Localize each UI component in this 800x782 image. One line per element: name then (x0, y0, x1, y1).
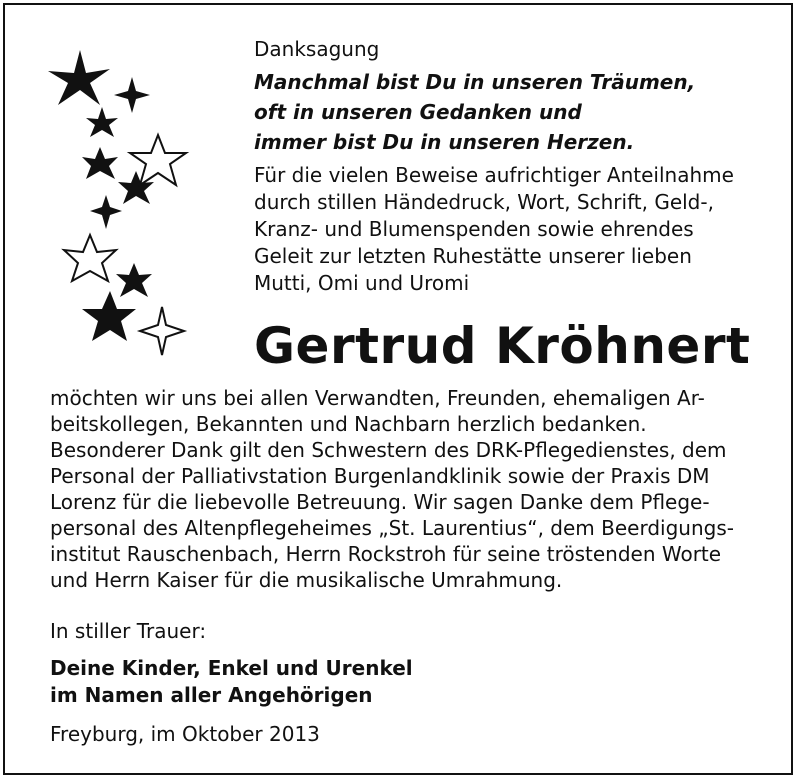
body-line: Besonderer Dank gilt den Schwestern des DRK-Pflegedienstes, dem (50, 438, 727, 462)
family-line: im Namen aller Angehörigen (50, 683, 373, 707)
heading: Danksagung (254, 37, 380, 61)
intro-line: durch stillen Händedruck, Wort, Schrift, Geld-, (254, 190, 714, 214)
top-text-block (254, 36, 754, 297)
star-filled-icon (116, 263, 152, 297)
star-filled-icon (86, 107, 118, 137)
place-date: Freyburg, im Oktober 2013 (50, 722, 320, 746)
body-line: personal des Altenpflegeheimes „St. Laurentius“, dem Beerdigungs- (50, 516, 734, 540)
star-filled-icon (82, 147, 118, 179)
stars-decoration-icon (40, 45, 200, 365)
intro-line: Mutti, Omi und Uromi (254, 271, 470, 295)
deceased-name: Gertrud Kröhnert (254, 317, 751, 375)
poem (254, 68, 754, 156)
body-line: beitskollegen, Bekannten und Nachbarn herzlich bedanken. (50, 412, 647, 436)
star-four-point-icon (114, 77, 150, 113)
intro-line: Geleit zur letzten Ruhestätte unserer lieben (254, 244, 692, 268)
star-filled-icon (48, 50, 110, 105)
intro-line: Für die vielen Beweise aufrichtiger Anteilnahme (254, 163, 734, 187)
star-four-point-outline-icon (140, 307, 184, 355)
poem-line: Manchmal bist Du in unseren Träumen, (254, 70, 696, 94)
body-line: institut Rauschenbach, Herrn Rockstroh für seine tröstenden Worte (50, 542, 722, 566)
star-outline-icon (64, 235, 116, 281)
family-line: Deine Kinder, Enkel und Urenkel (50, 656, 413, 680)
mourning-line: In stiller Trauer: (50, 619, 207, 643)
body-line: und Herrn Kaiser für die musikalische Umrahmung. (50, 568, 563, 592)
body-line: Lorenz für die liebevolle Betreuung. Wir sagen Danke dem Pflege- (50, 490, 710, 514)
body-paragraph (50, 385, 748, 593)
star-filled-icon (82, 291, 136, 341)
signature-block (50, 618, 750, 748)
poem-line: immer bist Du in unseren Herzen. (254, 130, 635, 154)
body-line: Personal der Palliativstation Burgenlandklinik sowie der Praxis DM (50, 464, 710, 488)
body-line: möchten wir uns bei allen Verwandten, Freunden, ehemaligen Ar- (50, 386, 705, 410)
intro-paragraph (254, 162, 754, 297)
intro-line: Kranz- und Blumenspenden sowie ehrendes (254, 217, 694, 241)
star-four-point-icon (90, 195, 122, 229)
poem-line: oft in unseren Gedanken und (254, 100, 582, 124)
